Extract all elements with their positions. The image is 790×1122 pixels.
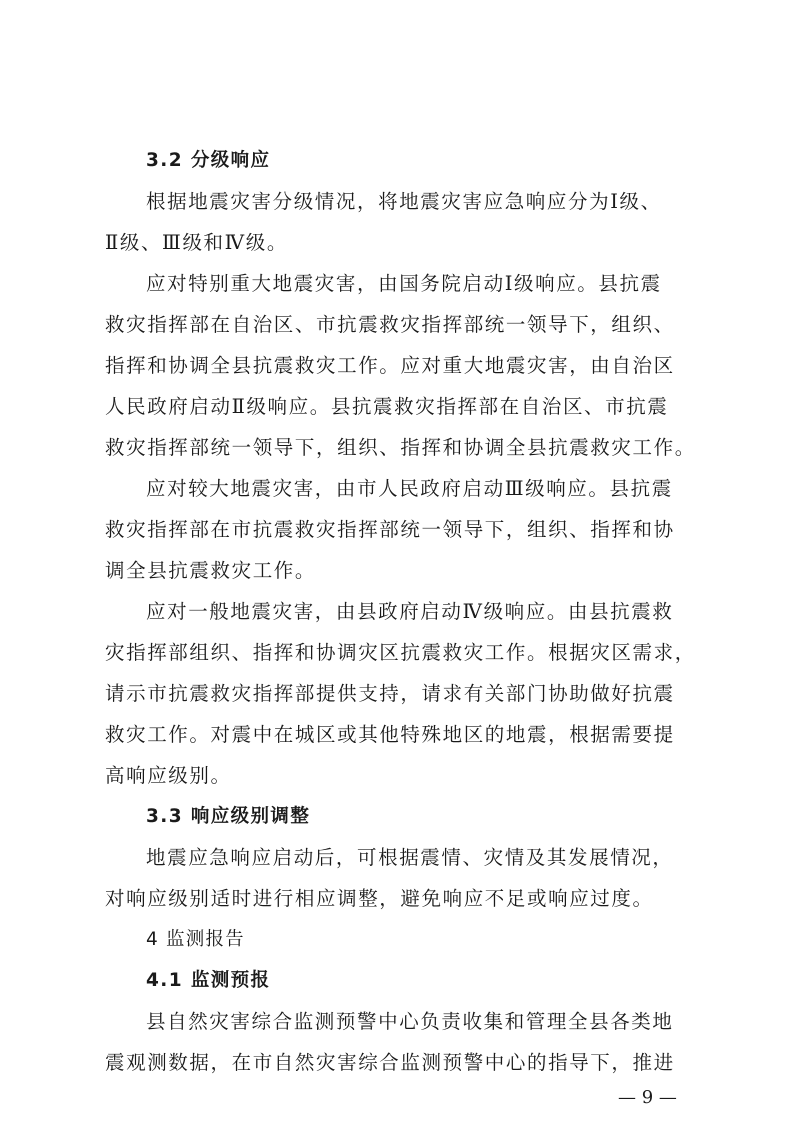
- section-heading-3-3: 3.3 响应级别调整: [146, 806, 311, 827]
- page-number: — 9 —: [618, 1087, 677, 1108]
- paragraph-line: 指挥和协调全县抗震救灾工作。应对重大地震灾害，由自治区: [105, 354, 675, 377]
- paragraph-line: 救灾指挥部在市抗震救灾指挥部统一领导下，组织、指挥和协: [105, 518, 675, 541]
- paragraph-line: 对响应级别适时进行相应调整，避免响应不足或响应过度。: [105, 887, 654, 910]
- paragraph-line: 请示市抗震救灾指挥部提供支持，请求有关部门协助做好抗震: [105, 682, 675, 705]
- section-heading-4-1: 4.1 监测预报: [146, 970, 271, 991]
- paragraph-line: 应对较大地震灾害，由市人民政府启动Ⅲ级响应。县抗震: [146, 477, 673, 500]
- paragraph-line: 灾指挥部组织、指挥和协调灾区抗震救灾工作。根据灾区需求，: [105, 641, 696, 664]
- paragraph-line: 县自然灾害综合监测预警中心负责收集和管理全县各类地: [146, 1010, 674, 1033]
- paragraph-line: 救灾工作。对震中在城区或其他特殊地区的地震，根据需要提: [105, 723, 675, 746]
- paragraph-line: 地震应急响应启动后，可根据震情、灾情及其发展情况，: [146, 846, 674, 869]
- paragraph-line: 高响应级别。: [105, 764, 232, 787]
- paragraph-line: 调全县抗震救灾工作。: [105, 559, 317, 582]
- paragraph-line: 应对一般地震灾害，由县政府启动Ⅳ级响应。由县抗震救: [146, 600, 674, 623]
- paragraph-line: 震观测数据，在市自然灾害综合监测预警中心的指导下，推进: [105, 1051, 675, 1074]
- section-heading-4: 4 监测报告: [146, 929, 245, 950]
- paragraph-line: Ⅱ级、Ⅲ级和Ⅳ级。: [105, 231, 288, 254]
- paragraph-line: 救灾指挥部统一领导下，组织、指挥和协调全县抗震救灾工作。: [105, 436, 696, 459]
- paragraph-line: 应对特别重大地震灾害，由国务院启动Ⅰ级响应。县抗震: [146, 272, 662, 295]
- paragraph-line: 救灾指挥部在自治区、市抗震救灾指挥部统一领导下，组织、: [105, 313, 675, 336]
- paragraph-line: 根据地震灾害分级情况，将地震灾害应急响应分为Ⅰ级、: [146, 190, 662, 213]
- paragraph-line: 人民政府启动Ⅱ级响应。县抗震救灾指挥部在自治区、市抗震: [105, 395, 669, 418]
- section-heading-3-2: 3.2 分级响应: [146, 150, 271, 171]
